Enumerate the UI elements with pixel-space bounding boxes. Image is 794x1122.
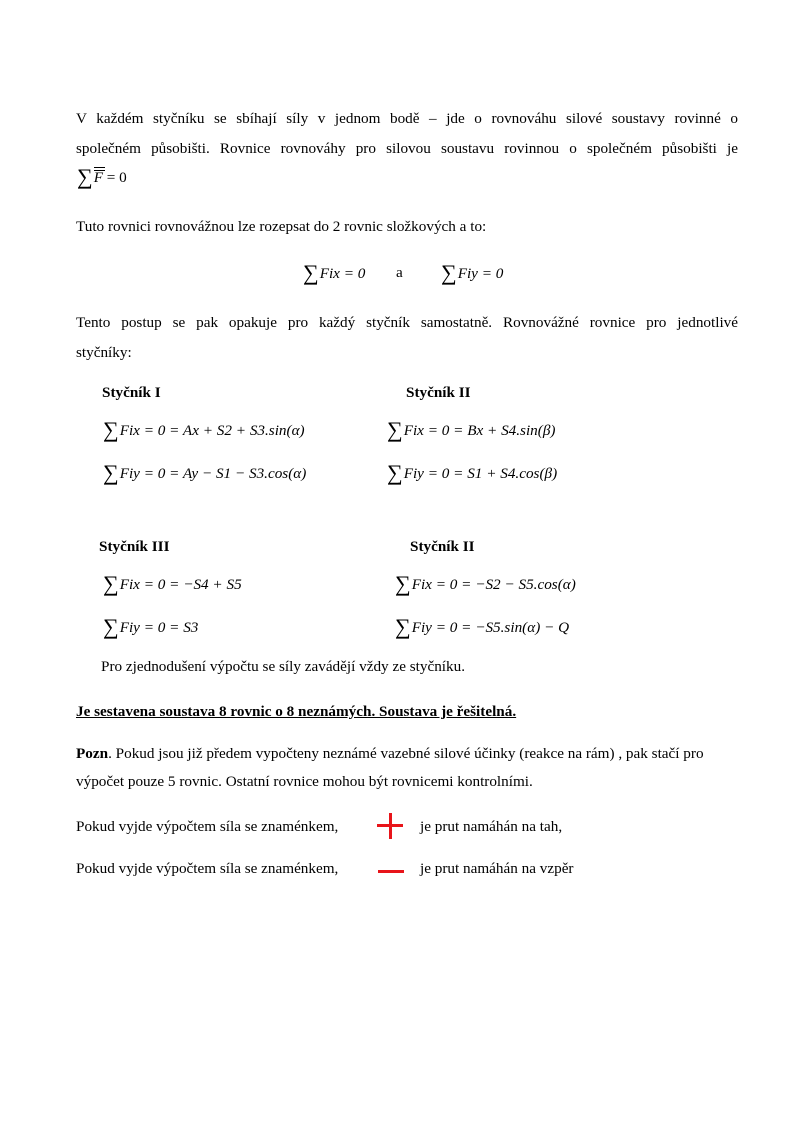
intro-paragraph (76, 104, 738, 164)
sigma-icon: ∑ (303, 260, 319, 285)
node-1-eq-x: ∑Fix = 0 = Ax + S2 + S3.sin(α) (103, 417, 305, 442)
remark-line-2: výpočet pouze 5 rovnic. Ostatní rovnice mohou být rovnicemi kontrolními. (76, 773, 533, 790)
sign-rule-minus-suffix: je prut namáhán na vzpěr (420, 860, 574, 877)
intro-line-1: V každém styčníku se sbíhají síly v jednom bodě – jde o rovnováhu silové soustavy rovinné o (76, 110, 738, 127)
vector-f: F (93, 169, 103, 186)
remark-text-1: . Pokud jsou již předem vypočteny neznámé vazebné silové účinky (reakce na rám) , pak stačí pro (108, 745, 704, 762)
node-2-eq-y: ∑Fiy = 0 = S1 + S4.cos(β) (387, 460, 558, 485)
sigma-icon: ∑ (77, 164, 93, 189)
conjunction-a: a (396, 264, 403, 281)
node-4-title: Styčník II (410, 538, 475, 555)
procedure-line-1: Tento postup se pak opakuje pro každý styčník samostatně. Rovnovážné rovnice pro jednotlivé (76, 314, 738, 331)
sigma-icon: ∑ (387, 460, 403, 485)
equation-sum-fix: ∑Fix = 0 (303, 260, 366, 285)
sign-rule-minus-prefix: Pokud vyjde výpočtem síla se znaménkem, (76, 860, 339, 877)
procedure-paragraph (76, 308, 738, 368)
sigma-icon: ∑ (387, 417, 403, 442)
sign-rule-plus-suffix: je prut namáhán na tah, (420, 818, 563, 835)
sigma-icon: ∑ (395, 614, 411, 639)
equation-sum-fiy: ∑Fiy = 0 (441, 260, 504, 285)
intro-line-2: společném působišti. Rovnice rovnováhy pro silovou soustavu rovinnou o společném působišti je (76, 140, 738, 157)
simplify-note: Pro zjednodušení výpočtu se síly zavádějí vždy ze styčníku. (101, 658, 465, 675)
sign-rule-plus-prefix: Pokud vyjde výpočtem síla se znaménkem, (76, 818, 339, 835)
sigma-icon: ∑ (103, 614, 119, 639)
node-3-eq-x: ∑Fix = 0 = −S4 + S5 (103, 571, 242, 596)
node-3-title: Styčník III (99, 538, 170, 555)
sigma-icon: ∑ (103, 571, 119, 596)
equation-sum-f (77, 164, 127, 190)
node-4-eq-y: ∑Fiy = 0 = −S5.sin(α) − Q (395, 614, 570, 639)
node-2-eq-x: ∑Fix = 0 = Bx + S4.sin(β) (387, 417, 556, 442)
node-3-eq-y: ∑Fiy = 0 = S3 (103, 614, 199, 639)
conclusion: Je sestavena soustava 8 rovnic o 8 neznámých. Soustava je řešitelná. (76, 703, 517, 720)
procedure-line-2: styčníky: (76, 344, 132, 361)
node-4-eq-x: ∑Fix = 0 = −S2 − S5.cos(α) (395, 571, 576, 596)
remark-line-1 (76, 745, 704, 763)
node-1-eq-y: ∑Fiy = 0 = Ay − S1 − S3.cos(α) (103, 460, 307, 485)
node-2-title: Styčník II (406, 384, 471, 401)
sigma-icon: ∑ (103, 460, 119, 485)
node-1-title: Styčník I (102, 384, 161, 401)
sigma-icon: ∑ (395, 571, 411, 596)
minus-sign-icon (378, 870, 404, 873)
sigma-icon: ∑ (441, 260, 457, 285)
equation-sum-f-rhs: = 0 (106, 169, 127, 186)
plus-sign-icon (377, 813, 403, 839)
remark-label: Pozn (76, 745, 109, 762)
sigma-icon: ∑ (103, 417, 119, 442)
split-text: Tuto rovnici rovnovážnou lze rozepsat do 2 rovnic složkových a to: (76, 218, 487, 235)
